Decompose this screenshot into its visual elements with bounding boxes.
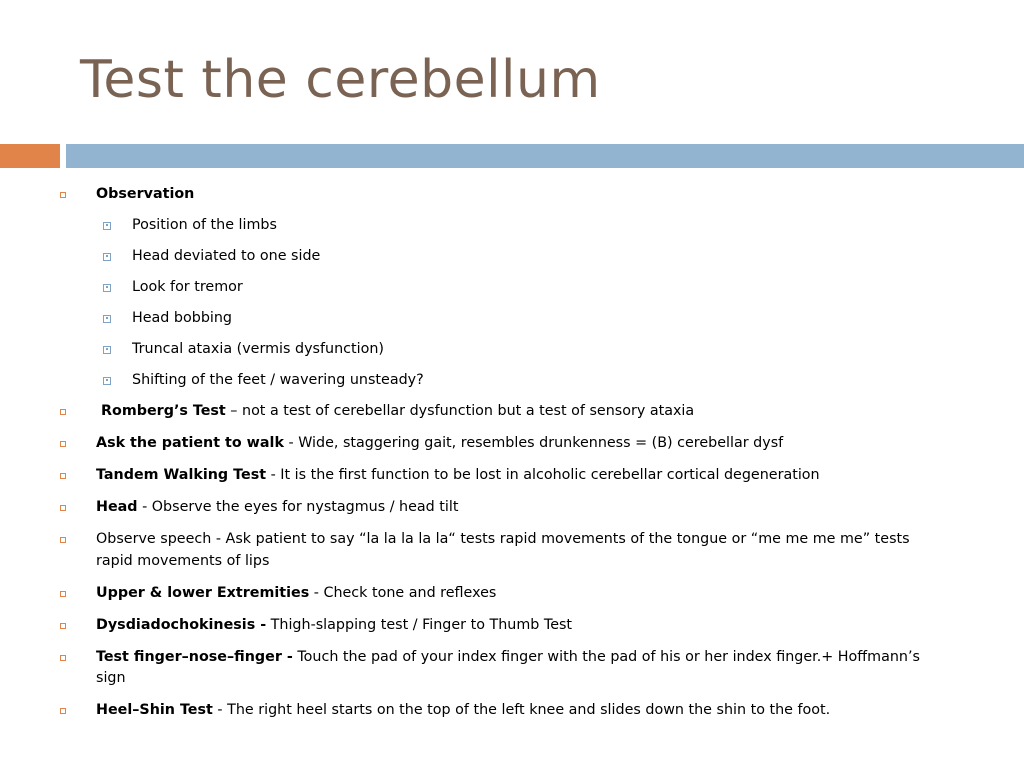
slide-title: Test the cerebellum bbox=[80, 50, 601, 110]
square-sub-bullet-icon bbox=[103, 222, 111, 230]
bullet-label: Romberg’s Test bbox=[101, 403, 226, 419]
bullet-extremities bbox=[58, 583, 948, 605]
square-sub-bullet-icon bbox=[103, 346, 111, 354]
square-bullet-icon bbox=[60, 505, 66, 511]
square-bullet-icon bbox=[60, 591, 66, 597]
bullet-label: Dysdiadochokinesis - bbox=[96, 616, 267, 633]
bullet-label: Test finger–nose–finger - bbox=[96, 648, 293, 665]
bullet-text: - The right heel starts on the top of the left knee and slides down the shin to the foot. bbox=[212, 702, 831, 718]
bullet-tandem bbox=[58, 465, 948, 487]
square-sub-bullet-icon bbox=[103, 315, 111, 323]
sub-bullet-text: Shifting of the feet / wavering unsteady? bbox=[132, 371, 424, 388]
square-sub-bullet-icon bbox=[103, 284, 111, 292]
bullet-text: - It is the first function to be lost in alcoholic cerebellar cortical degeneration bbox=[266, 467, 820, 483]
sub-bullet bbox=[58, 339, 948, 361]
sub-bullet bbox=[58, 246, 948, 268]
bullet-text: - Check tone and reflexes bbox=[309, 584, 497, 601]
sub-bullet-text: Truncal ataxia (vermis dysfunction) bbox=[132, 340, 384, 357]
bullet-label: Ask the patient to walk bbox=[96, 435, 284, 451]
bullet-text: - Wide, staggering gait, resembles drunkenness = (B) cerebellar dysf bbox=[283, 435, 784, 451]
sub-bullet bbox=[58, 277, 948, 299]
bullet-walk bbox=[58, 433, 948, 455]
bullet-observation bbox=[58, 184, 948, 206]
bullet-heel-shin bbox=[58, 700, 948, 722]
bullet-label: Heel–Shin Test bbox=[96, 702, 213, 718]
square-bullet-icon bbox=[60, 473, 66, 479]
accent-band-blue bbox=[66, 144, 1024, 168]
square-bullet-icon bbox=[60, 708, 66, 714]
bullet-head bbox=[58, 497, 948, 519]
sub-bullet bbox=[58, 215, 948, 237]
bullet-text: Thigh-slapping test / Finger to Thumb Test bbox=[266, 616, 573, 633]
sub-bullet-text: Look for tremor bbox=[132, 278, 243, 295]
bullet-text: – not a test of cerebellar dysfunction but a test of sensory ataxia bbox=[225, 403, 695, 419]
square-sub-bullet-icon bbox=[103, 253, 111, 261]
sub-bullet bbox=[58, 370, 948, 392]
square-bullet-icon bbox=[60, 537, 66, 543]
bullet-dysdiadochokinesis bbox=[58, 615, 948, 637]
bullet-finger-nose bbox=[58, 647, 948, 690]
sub-bullet-text: Head bobbing bbox=[132, 309, 233, 326]
square-bullet-icon bbox=[60, 441, 66, 447]
accent-band-orange bbox=[0, 144, 60, 168]
bullet-label: Tandem Walking Test bbox=[96, 467, 267, 483]
square-bullet-icon bbox=[60, 623, 66, 629]
square-bullet-icon bbox=[60, 409, 66, 415]
bullet-list bbox=[58, 184, 948, 722]
sub-bullet-text: Head deviated to one side bbox=[132, 247, 321, 264]
bullet-label: Observation bbox=[96, 186, 195, 202]
square-bullet-icon bbox=[60, 192, 66, 198]
square-sub-bullet-icon bbox=[103, 377, 111, 385]
bullet-text: - Observe the eyes for nystagmus / head tilt bbox=[137, 499, 459, 515]
bullet-text: Touch the pad of your index finger with the pad of his or her index finger.+ Hoffmann’s sign bbox=[96, 648, 920, 686]
bullet-label: Upper & lower Extremities bbox=[96, 584, 310, 601]
square-bullet-icon bbox=[60, 655, 66, 661]
bullet-label: Head bbox=[96, 499, 138, 515]
bullet-text: Observe speech - Ask patient to say “la la la la la“ tests rapid movements of the tongue or “me me me me” tests rapid movements of lips bbox=[96, 531, 910, 569]
bullet-romberg bbox=[58, 401, 948, 423]
sub-bullet bbox=[58, 308, 948, 330]
sub-bullet-text: Position of the limbs bbox=[132, 216, 277, 233]
bullet-speech bbox=[58, 529, 948, 572]
